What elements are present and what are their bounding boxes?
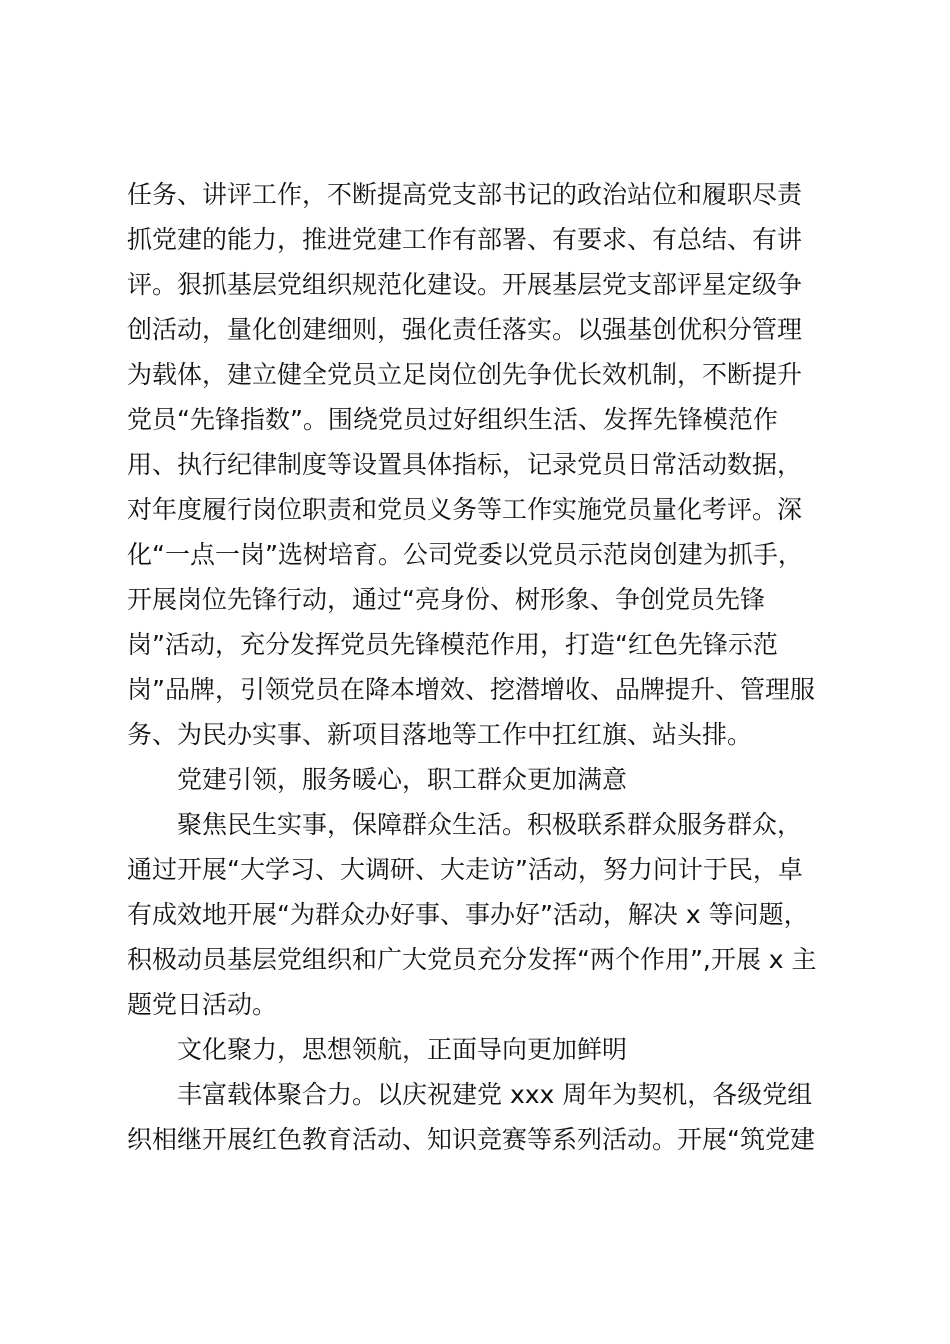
document-body	[127, 172, 837, 1162]
body-line: 岗”品牌，引领党员在降本增效、挖潜增收、品牌提升、管理服	[127, 675, 815, 704]
body-line: 评。狠抓基层党组织规范化建设。开展基层党支部评星定级争	[127, 270, 803, 299]
body-line: 岗”活动，充分发挥党员先锋模范作用，打造“红色先锋示范	[127, 630, 778, 659]
paragraph-first-line: 丰富载体聚合力。以庆祝建党 xxx 周年为契机，各级党组	[177, 1080, 813, 1109]
body-line: 通过开展“大学习、大调研、大走访”活动，努力问计于民，卓	[127, 855, 803, 884]
body-line: 织相继开展红色教育活动、知识竞赛等系列活动。开展“筑党建	[127, 1125, 815, 1154]
body-line: 用、执行纪律制度等设置具体指标，记录党员日常活动数据，	[127, 450, 803, 479]
body-line: 开展岗位先锋行动，通过“亮身份、树形象、争创党员先锋	[127, 585, 765, 614]
body-line: 对年度履行岗位职责和党员义务等工作实施党员量化考评。深	[127, 495, 803, 524]
body-line: 为载体，建立健全党员立足岗位创先争优长效机制，不断提升	[127, 360, 803, 389]
body-line: 务、为民办实事、新项目落地等工作中扛红旗、站头排。	[127, 720, 753, 749]
body-line: 有成效地开展“为群众办好事、事办好”活动，解决 x 等问题，	[127, 900, 809, 929]
section-heading: 党建引领，服务暖心，职工群众更加满意	[177, 765, 628, 794]
body-line: 题党日活动。	[127, 990, 278, 1019]
body-line: 创活动，量化创建细则，强化责任落实。以强基创优积分管理	[127, 315, 803, 344]
body-line: 党员“先锋指数”。围绕党员过好组织生活、发挥先锋模范作	[127, 405, 778, 434]
paragraph-first-line: 聚焦民生实事，保障群众生活。积极联系群众服务群众，	[177, 810, 803, 839]
section-heading: 文化聚力，思想领航，正面导向更加鲜明	[177, 1035, 628, 1064]
body-line: 抓党建的能力，推进党建工作有部署、有要求、有总结、有讲	[127, 225, 803, 254]
body-line: 化“一点一岗”选树培育。公司党委以党员示范岗创建为抓手，	[127, 540, 803, 569]
body-line: 积极动员基层党组织和广大党员充分发挥“两个作用”,开展 x 主	[127, 945, 817, 974]
body-line: 任务、讲评工作，不断提高党支部书记的政治站位和履职尽责	[127, 180, 803, 209]
